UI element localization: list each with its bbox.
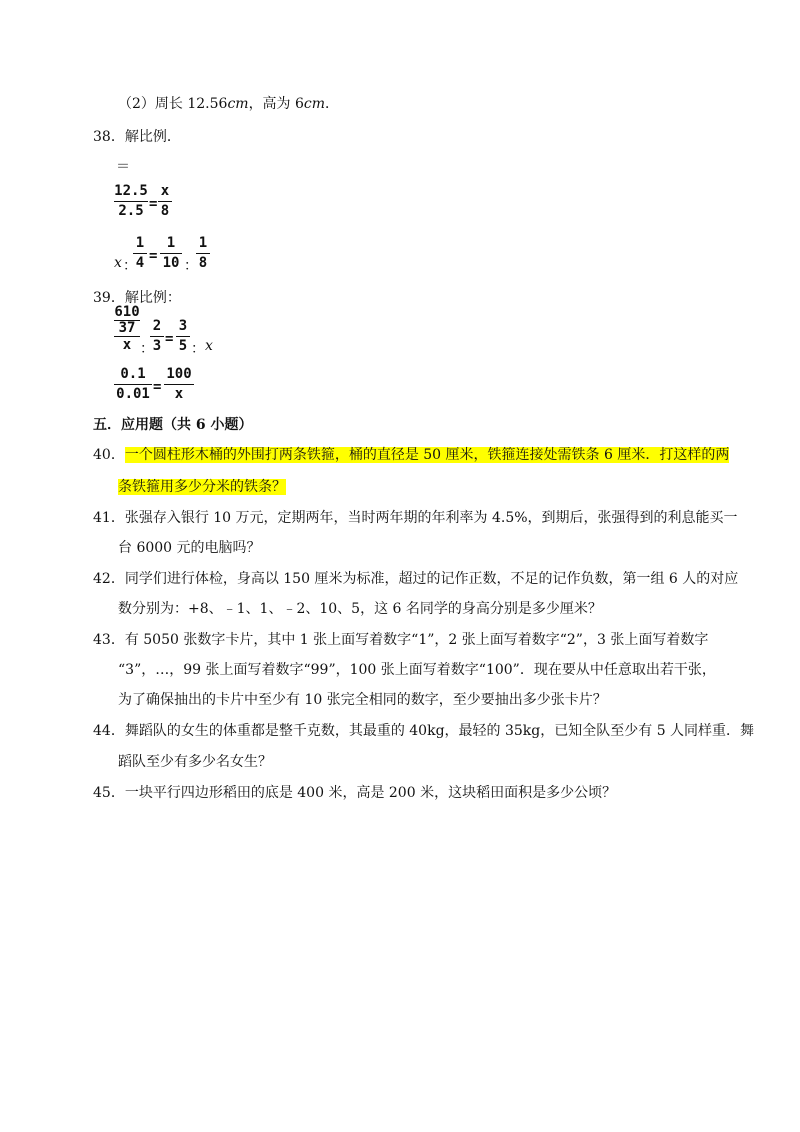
unit-cm: cm: [303, 96, 326, 112]
question-number: 41．: [93, 510, 125, 526]
q38-eq2-fraction-3: [196, 235, 210, 272]
q38-label: 38．解比例．: [93, 129, 181, 145]
q38-eq1-right-fraction: [158, 183, 172, 220]
fraction-bar: [114, 201, 148, 202]
unit-cm: cm: [227, 96, 249, 112]
highlighted-text: 一个圆柱形木桶的外围打两条铁箍，桶的直径是 50 厘米，铁箍连接处需铁条 6 厘米．打这样的两: [124, 447, 730, 463]
fraction-numerator: 12.5: [114, 183, 148, 199]
question-number: 44．: [93, 723, 125, 739]
q38-equals-sign: ＝: [116, 159, 130, 175]
question-text: 舞蹈队的女生的体重都是整千克数，其最重的 40kg，最轻的 35kg，已知全队至少有 5 人同样重．舞: [124, 723, 755, 739]
question-number: 43．: [93, 632, 125, 648]
q39-eq1-compound-fraction: [114, 306, 140, 352]
fraction-bar: [150, 336, 164, 337]
fraction-numerator: 3: [178, 318, 188, 334]
q38-eq1-left-fraction: [114, 183, 148, 220]
question-42-line-2: 数分别为：+8、﹣1、1、﹣2、10、5，这 6 名同学的身高分别是多少厘米？: [118, 601, 602, 617]
fraction-bar: [114, 384, 152, 385]
question-40: [93, 445, 729, 465]
equals-sign: =: [165, 331, 174, 347]
question-number: 45．: [93, 785, 125, 801]
fraction-denominator: 3: [152, 338, 162, 354]
q39-label: 39．解比例：: [93, 290, 181, 306]
fraction-denominator: 10: [162, 255, 180, 271]
q39-eq2-left-fraction: [114, 366, 152, 403]
equals-sign: =: [149, 196, 158, 212]
fraction-denominator: 0.01: [116, 386, 150, 402]
fraction-denominator: 4: [135, 255, 145, 271]
fraction-bar: [196, 253, 210, 254]
question-44: [93, 721, 754, 741]
q38-eq2-fraction-1: [133, 235, 147, 272]
question-44-line-2: 蹈队至少有多少名女生？: [118, 754, 272, 770]
colon: ：: [191, 341, 205, 357]
fraction-numerator: 0.1: [120, 366, 146, 382]
colon: ：: [184, 258, 198, 274]
equals-sign: =: [153, 379, 162, 395]
fraction-denominator: 8: [198, 255, 208, 271]
fraction-denominator: x: [174, 386, 184, 402]
fraction-numerator: 1: [166, 235, 176, 251]
fraction-numerator: 100: [166, 366, 192, 382]
fraction-denominator: 5: [178, 338, 188, 354]
item-37-2-end: ．: [325, 96, 340, 112]
fraction-denominator: 8: [160, 203, 170, 219]
variable-x: x: [114, 255, 122, 271]
item-37-2-prefix: （2）周长 12.56: [118, 96, 228, 112]
fraction-bar: [160, 253, 182, 254]
question-text: 一块平行四边形稻田的底是 400 米，高是 200 米，这块稻田面积是多少公顷？: [124, 785, 617, 801]
fraction-numerator: 1: [198, 235, 208, 251]
variable-x: x: [205, 338, 213, 354]
question-41: [93, 508, 738, 528]
fraction-numerator: 2: [152, 318, 162, 334]
fraction-denominator: 37: [118, 320, 136, 336]
item-37-2-mid: ，高为 6: [248, 96, 304, 112]
question-number: 42．: [93, 571, 125, 587]
question-text: 同学们进行体检，身高以 150 厘米为标准，超过的记作正数，不足的记作负数，第一组 6 人的对应: [124, 571, 739, 587]
question-45: [93, 783, 616, 803]
equals-sign: =: [149, 248, 158, 264]
colon: ：: [123, 258, 137, 274]
fraction-bar: [176, 336, 190, 337]
question-40-line-2: [118, 477, 286, 497]
fraction-denominator: x: [122, 337, 132, 353]
question-number: 40．: [93, 447, 125, 463]
question-41-line-2: 台 6000 元的电脑吗？: [118, 540, 261, 556]
question-text: 有 5050 张数字卡片，其中 1 张上面写着数字“1”，2 张上面写着数字“2”，3 张上面写着数字: [124, 632, 709, 648]
fraction-bar: [133, 253, 147, 254]
q39-eq1-fraction-2: [150, 318, 164, 355]
fraction-numerator: x: [160, 183, 170, 199]
item-37-2: [118, 94, 339, 114]
colon: ：: [140, 341, 154, 357]
question-43-line-2: “3”，…，99 张上面写着数字“99”，100 张上面写着数字“100”．现在要从中任意取出若干张，: [118, 662, 716, 678]
highlighted-text: 条铁箍用多少分米的铁条？: [118, 479, 286, 495]
fraction-bar: [164, 384, 194, 385]
fraction-numerator: 1: [135, 235, 145, 251]
question-43: [93, 630, 708, 650]
fraction-numerator: 610: [114, 304, 140, 320]
section-heading: 五．应用题（共 6 小题）: [93, 417, 253, 433]
fraction-bar: [158, 201, 172, 202]
q38-eq2-fraction-2: [160, 235, 182, 272]
question-text: 张强存入银行 10 万元，定期两年，当时两年期的年利率为 4.5%，到期后，张强得到的利息能买一: [124, 510, 738, 526]
q39-eq2-right-fraction: [164, 366, 194, 403]
question-42: [93, 569, 738, 589]
fraction-denominator: 2.5: [118, 203, 144, 219]
q39-eq1-fraction-3: [176, 318, 190, 355]
question-43-line-3: 为了确保抽出的卡片中至少有 10 张完全相同的数字，至少要抽出多少张卡片？: [118, 692, 607, 708]
